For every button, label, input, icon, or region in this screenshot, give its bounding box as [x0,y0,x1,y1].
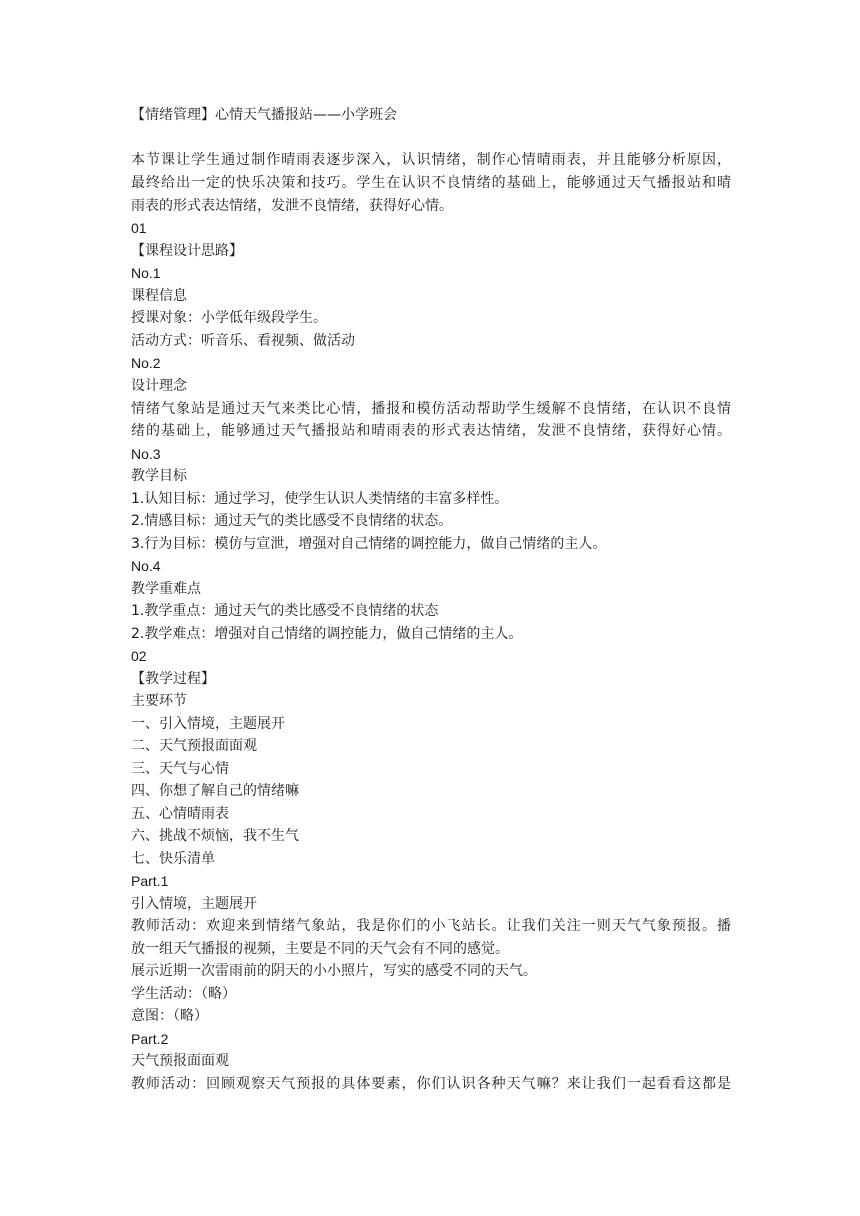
subsection-title: 教学目标 [131,468,187,484]
subsection-label: No.1 [131,265,161,281]
steps-title: 主要环节 [131,693,187,709]
key-point: 1.教学重点：通过天气的类比感受不良情绪的状态 [131,603,439,619]
course-method: 活动方式：听音乐、看视频、做活动 [131,333,355,349]
subsection-title: 课程信息 [131,288,187,304]
step-item: 三、天气与心情 [131,761,229,777]
part-label: Part.2 [131,1031,169,1047]
step-item: 二、天气预报面面观 [131,738,257,754]
part-label: Part.1 [131,873,169,889]
show-photo-line: 展示近期一次雷雨前的阴天的小小照片，写实的感受不同的天气。 [131,963,537,979]
intro-line: 最终给出一定的快乐决策和技巧。学生在认识不良情绪的基础上，能够通过天气播报站和晴 [131,175,731,191]
design-concept-line: 情绪气象站是通过天气来类比心情，播报和模仿活动帮助学生缓解不良情绪，在认识不良情 [131,401,731,417]
key-point: 2.教学难点：增强对自己情绪的调控能力，做自己情绪的主人。 [131,626,523,642]
document-title: 【情绪管理】心情天气播报站——小学班会 [131,107,397,123]
teaching-goal: 3.行为目标：模仿与宣泄，增强对自己情绪的调控能力，做自己情绪的主人。 [131,536,607,552]
subsection-label: No.4 [131,558,161,574]
design-concept-line: 绪的基础上，能够通过天气播报站和晴雨表的形式表达情绪，发泄不良情绪，获得好心情。 [131,423,731,439]
subsection-title: 设计理念 [131,378,187,394]
course-audience: 授课对象：小学低年级段学生。 [131,310,327,326]
section-heading: 【教学过程】 [131,671,215,687]
subsection-title: 教学重难点 [131,581,201,597]
subsection-label: No.3 [131,446,161,462]
intro-line: 本节课让学生通过制作晴雨表逐步深入，认识情绪，制作心情晴雨表，并且能够分析原因， [131,152,731,168]
part-title: 天气预报面面观 [131,1053,229,1069]
teaching-goal: 1.认知目标：通过学习，使学生认识人类情绪的丰富多样性。 [131,491,509,507]
step-item: 四、你想了解自己的情绪嘛 [131,783,299,799]
student-activity: 学生活动：（略） [131,986,236,1002]
intro-line: 雨表的形式表达情绪，发泄不良情绪，获得好心情。 [131,198,453,214]
section-number: 02 [131,648,147,664]
teacher-activity-line: 教师活动：回顾观察天气预报的具体要素，你们认识各种天气嘛？来让我们一起看看这都是 [131,1076,731,1092]
teaching-goal: 2.情感目标：通过天气的类比感受不良情绪的状态。 [131,513,453,529]
part-title: 引入情境，主题展开 [131,896,257,912]
step-item: 一、引入情境，主题展开 [131,716,285,732]
subsection-label: No.2 [131,355,161,371]
step-item: 五、心情晴雨表 [131,806,229,822]
teacher-activity-line: 教师活动：欢迎来到情绪气象站，我是你们的小飞站长。让我们关注一则天气气象预报。播 [131,918,731,934]
section-number: 01 [131,220,147,236]
step-item: 六、挑战不烦恼，我不生气 [131,828,299,844]
intent: 意图：（略） [131,1008,208,1024]
step-item: 七、快乐清单 [131,851,215,867]
teacher-activity-line: 放一组天气播报的视频，主要是不同的天气会有不同的感觉。 [131,941,509,957]
section-heading: 【课程设计思路】 [131,243,243,259]
